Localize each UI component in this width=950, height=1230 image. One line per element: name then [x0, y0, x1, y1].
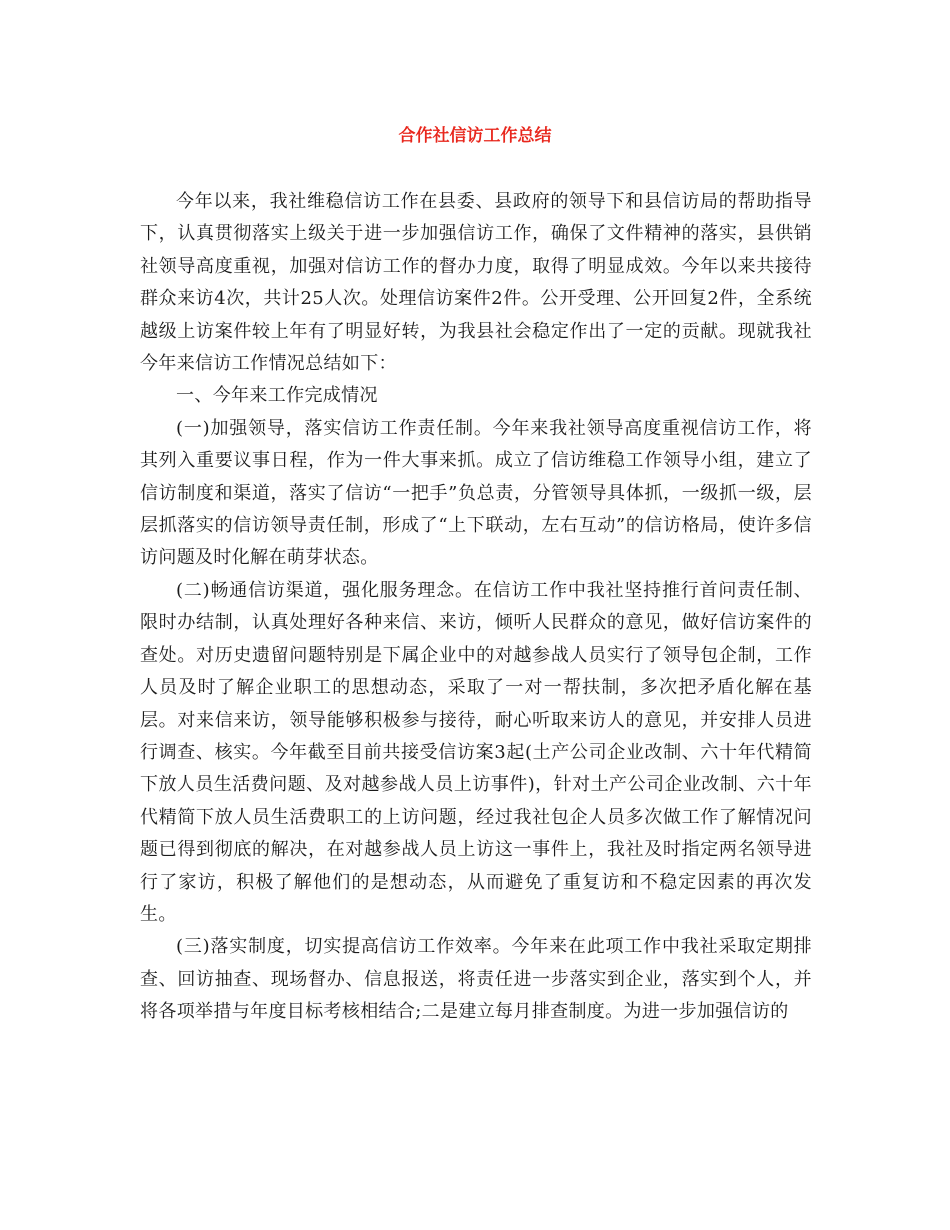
paragraph-item-3: (三)落实制度，切实提高信访工作效率。今年来在此项工作中我社采取定期排查、回访抽查、现场督办、信息报送，将责任进一步落实到企业，落实到个人，并将各项举措与年度目标考核相结合;二是建立每月排查制度。为进一步加强信访的	[140, 936, 812, 1023]
document-title: 合作社信访工作总结	[398, 126, 552, 146]
document-body	[140, 186, 812, 1029]
section-heading: 一、今年来工作完成情况	[176, 385, 378, 407]
paragraph-item-1: (一)加强领导，落实信访工作责任制。今年来我社领导高度重视信访工作，将其列入重要议事日程，作为一件大事来抓。成立了信访维稳工作领导小组，建立了信访制度和渠道，落实了信访“一把手”负总责，分管领导具体抓，一级抓一级，层层抓落实的信访领导责任制，形成了“上下联动，左右互动”的信访格局，使许多信访问题及时化解在萌芽状态。	[140, 417, 812, 569]
intro-paragraph: 今年以来，我社维稳信访工作在县委、县政府的领导下和县信访局的帮助指导下，认真贯彻落实上级关于进一步加强信访工作，确保了文件精神的落实，县供销社领导高度重视，加强对信访工作的督办力度，取得了明显成效。今年以来共接待群众来访4次，共计25人次。处理信访案件2件。公开受理、公开回复2件，全系统越级上访案件较上年有了明显好转，为我县社会稳定作出了一定的贡献。现就我社今年来信访工作情况总结如下：	[140, 191, 812, 375]
paragraph-item-2: (二)畅通信访渠道，强化服务理念。在信访工作中我社坚持推行首问责任制、限时办结制，认真处理好各种来信、来访，倾听人民群众的意见，做好信访案件的查处。对历史遗留问题特别是下属企业中的对越参战人员实行了领导包企制，工作人员及时了解企业职工的思想动态，采取了一对一帮扶制，多次把矛盾化解在基层。对来信来访，领导能够积极参与接待，耐心听取来访人的意见，并安排人员进行调查、核实。今年截至目前共接受信访案3起(土产公司企业改制、六十年代精简下放人员生活费问题、及对越参战人员上访事件)，针对土产公司企业改制、六十年代精简下放人员生活费职工的上访问题，经过我社包企人员多次做工作了解情况问题已得到彻底的解决，在对越参战人员上访这一事件上，我社及时指定两名领导进行了家访，积极了解他们的是想动态，从而避免了重复访和不稳定因素的再次发生。	[140, 579, 812, 925]
